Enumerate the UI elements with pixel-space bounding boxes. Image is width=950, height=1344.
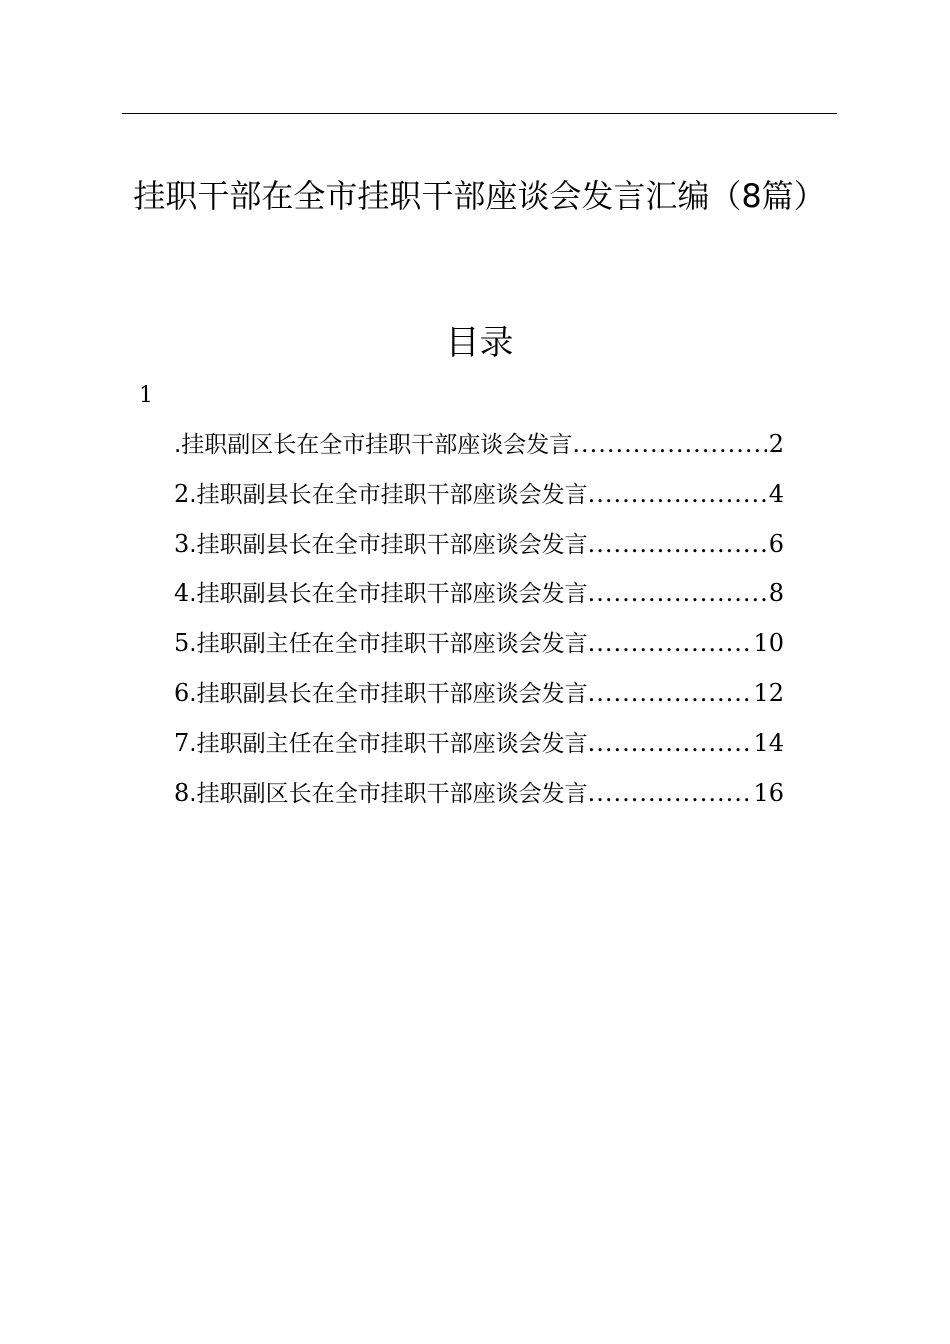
- toc-dot-leader: [588, 474, 767, 514]
- toc-page-number: 16: [753, 778, 784, 807]
- toc-dot-leader: [588, 573, 767, 613]
- toc-dot-leader: [588, 673, 752, 713]
- toc-entry-title: .挂职副区长在全市挂职干部座谈会发言: [174, 432, 573, 458]
- toc-entry-number: 7: [174, 728, 190, 757]
- document-title: 挂职干部在全市挂职干部座谈会发言汇编（8篇）: [133, 177, 826, 215]
- toc-entry-title: .挂职副区长在全市挂职干部座谈会发言: [189, 780, 588, 807]
- toc-entry-4[interactable]: [174, 573, 784, 623]
- toc-entry-3[interactable]: [174, 524, 784, 574]
- toc-entry-title: .挂职副县长在全市挂职干部座谈会发言: [189, 531, 588, 558]
- toc-entry-number: 3: [174, 529, 190, 558]
- toc-page-number: 10: [753, 629, 784, 658]
- toc-entry-label: [174, 424, 572, 465]
- toc-entry-number: 8: [174, 778, 190, 807]
- toc-dot-leader: [572, 424, 766, 464]
- header-rule: [122, 113, 837, 114]
- toc-entry-title: .挂职副县长在全市挂职干部座谈会发言: [189, 581, 588, 608]
- toc-entry-1[interactable]: [174, 424, 784, 474]
- toc-page-number: 8: [768, 579, 784, 608]
- toc-entry-title: .挂职副县长在全市挂职干部座谈会发言: [189, 680, 588, 707]
- toc-page-number: 14: [753, 728, 784, 757]
- toc-entry-title: .挂职副主任在全市挂职干部座谈会发言: [189, 730, 588, 757]
- toc-page-number: 6: [768, 529, 784, 558]
- table-of-contents: [174, 424, 784, 822]
- toc-entry-label: [174, 773, 588, 814]
- toc-entry-6[interactable]: [174, 673, 784, 723]
- toc-entry-label: [174, 723, 588, 764]
- toc-dot-leader: [588, 723, 752, 763]
- toc-entry-label: [174, 623, 588, 664]
- toc-page-number: 2: [768, 430, 784, 458]
- toc-entry-2[interactable]: [174, 474, 784, 524]
- toc-entry-label: [174, 524, 588, 565]
- toc-heading: 目录: [445, 323, 514, 363]
- toc-entry-title: .挂职副县长在全市挂职干部座谈会发言: [189, 481, 588, 508]
- toc-dot-leader: [588, 623, 752, 663]
- toc-page-number: 4: [768, 479, 784, 508]
- toc-entry-number: 5: [174, 629, 190, 658]
- toc-dot-leader: [588, 773, 752, 813]
- toc-dot-leader: [588, 524, 767, 564]
- toc-entry-number: 4: [174, 579, 190, 608]
- toc-entry-number: 2: [174, 479, 190, 508]
- toc-entry-label: [174, 673, 588, 714]
- toc-entry-label: [174, 573, 588, 614]
- toc-entry-title: .挂职副主任在全市挂职干部座谈会发言: [189, 631, 588, 658]
- toc-entry-5[interactable]: [174, 623, 784, 673]
- toc-entry-7[interactable]: [174, 723, 784, 773]
- stray-list-number: 1: [139, 383, 153, 408]
- toc-entry-8[interactable]: [174, 773, 784, 823]
- toc-page-number: 12: [753, 678, 784, 707]
- toc-entry-label: [174, 474, 588, 515]
- toc-entry-number: 6: [174, 678, 190, 707]
